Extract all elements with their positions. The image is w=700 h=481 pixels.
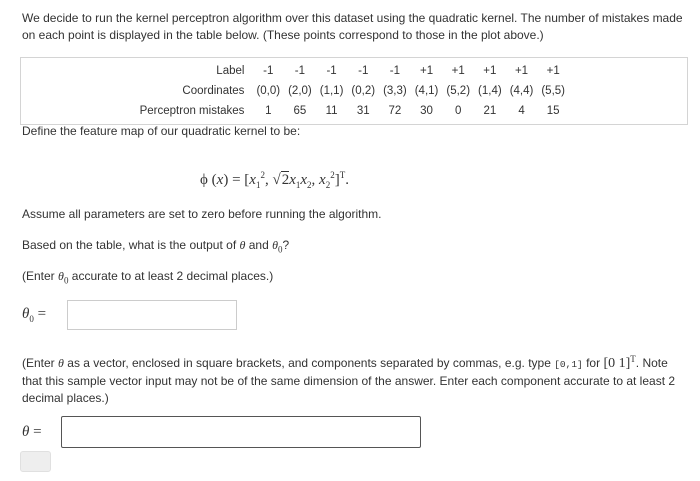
coordinates-row [136,81,569,101]
mistake-cell: 72 [388,105,402,117]
coordinate-cell: (1,1) [319,85,344,97]
note-part-1: (Enter [22,356,55,370]
submit-button[interactable] [20,451,51,472]
label-cell: -1 [358,65,369,77]
theta-symbol: θ [58,356,64,370]
label-cell: +1 [546,65,560,77]
equals-sign: = [37,306,47,322]
row-header-coordinates: Coordinates [182,85,245,97]
data-table [136,61,569,121]
theta-symbol: θ [58,269,64,283]
label-cell: +1 [514,65,529,77]
coordinate-cell: (4,4) [509,85,534,97]
equals-sign: = [232,172,241,188]
intro-text: We decide to run the kernel perceptron algorithm over this dataset using the quadratic kernel. The number of mistakes made on each point is displayed in the table below. (These points correspond to those in the plot above.) [22,11,683,42]
coordinate-cell: (2,0) [288,85,312,97]
theta-symbol: θ [272,238,279,252]
note-part-2: as a vector, enclosed in square brackets, and components separated by commas, e.g. type [67,356,551,370]
assume-text: Assume all parameters are set to zero before running the algorithm. [22,207,382,221]
feature-map-formula: ϕ $(x) = [x_1^2$, $√2x_1x_2$, $x_2^2]^T$. [200,170,349,190]
mistake-cell: 1 [265,105,272,117]
theta-input[interactable] [61,416,421,448]
question-suffix: ? [282,238,290,252]
theta-symbol: θ [22,424,30,440]
theta0-instructions [22,269,273,285]
mistake-cell: 31 [356,105,370,117]
example-code: [0,1] [554,359,583,370]
coordinate-cell: (5,5) [541,85,565,97]
mistake-cell: 21 [483,105,497,117]
coordinate-cell: (3,3) [383,85,407,97]
coordinate-cell: (0,0) [256,85,281,97]
x-var: x [216,172,224,188]
label-cell: -1 [263,65,274,77]
theta0-input[interactable] [67,300,237,330]
mistake-cell: 0 [455,105,462,117]
coordinate-cell: (1,4) [478,85,502,97]
label-cell: -1 [389,65,400,77]
question-prefix: Based on the table, what is the output of [22,238,237,252]
mistake-cell: 15 [546,105,560,117]
row-header-mistakes: Perceptron mistakes [139,105,245,117]
equals-sign: = [33,424,42,440]
row-header-label: Label [216,65,245,77]
question-text [22,238,289,254]
coordinate-cell: (5,2) [446,85,471,97]
mistake-cell: 30 [420,105,433,117]
zero-subscript: 0 [29,314,34,324]
note-prefix: (Enter [22,269,55,283]
theta0-label [22,306,46,324]
label-cell: +1 [451,65,465,77]
mistakes-table [20,57,688,125]
theta-label [22,424,42,441]
sqrt-two: 2 [281,172,290,188]
label-cell: -1 [294,65,306,77]
mistake-cell: 11 [325,105,338,117]
label-cell: +1 [483,65,497,77]
theta-symbol: θ [22,306,30,322]
note-part-4: . Note that this sample vector input may not be of the same dimension of the answer. Enter each component accurate to at least 2 decimal places.) [22,356,676,405]
example-vector: [0 1] [603,356,631,371]
mistake-cell: 4 [518,105,525,117]
mistakes-row [136,101,569,121]
question-and: and [248,238,269,252]
note-part-3: for [586,356,601,370]
zero-subscript: 0 [63,275,69,286]
vector-transpose: T [630,354,636,364]
coordinate-cell: (4,1) [414,85,439,97]
zero-subscript: 0 [278,244,283,255]
theta-instructions [22,351,688,407]
phi-symbol: ϕ [200,172,208,188]
mistake-cell: 65 [293,105,307,117]
theta-symbol: θ [239,238,246,252]
transpose-mark: T [339,170,346,180]
label-cell: -1 [326,65,337,77]
coordinate-cell: (0,2) [351,85,376,97]
label-row [136,61,569,81]
feature-map-text: Define the feature map of our quadratic kernel to be: [22,124,301,138]
label-cell: +1 [419,65,434,77]
note-suffix: accurate to at least 2 decimal places.) [71,269,274,283]
